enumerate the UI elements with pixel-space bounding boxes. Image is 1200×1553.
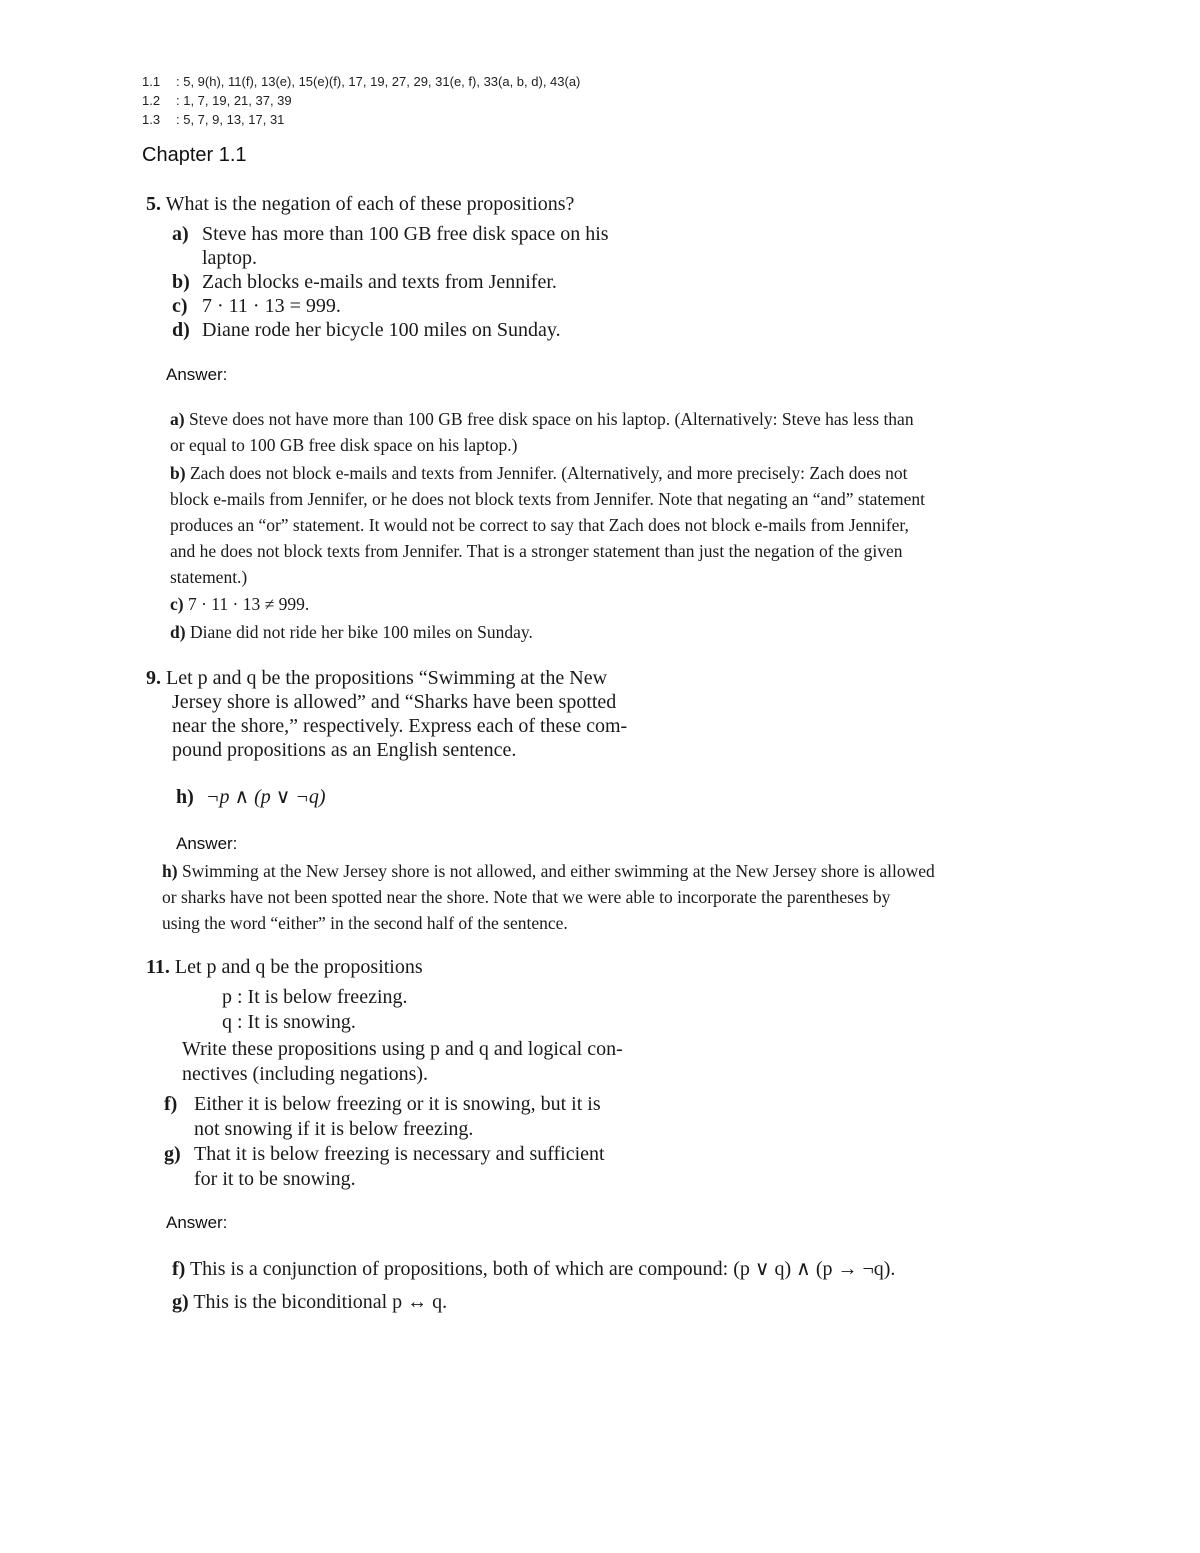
answer-item-label: f) bbox=[172, 1258, 186, 1280]
answer-label: Answer: bbox=[176, 834, 238, 853]
assignment-problems: : 5, 9(h), 11(f), 13(e), 15(e)(f), 17, 19, 27, 29, 31(e, f), 33(a, b, d), 43(a) bbox=[176, 74, 581, 89]
answer-text: 7 · 11 · 13 ≠ 999. bbox=[187, 594, 310, 614]
answer-5-a-cont: or equal to 100 GB free disk space on his laptop.) bbox=[170, 435, 518, 455]
item-label: h) bbox=[176, 786, 194, 808]
answer-11-g bbox=[172, 1286, 447, 1318]
item-text: Zach blocks e-mails and texts from Jennifer. bbox=[202, 271, 557, 293]
answer-5-a bbox=[170, 406, 914, 433]
item-label: g) bbox=[164, 1143, 181, 1165]
answer-9-h-cont: using the word “either” in the second half of the sentence. bbox=[162, 913, 568, 933]
answer-text: This is a conjunction of propositions, both of which are compound: (p ∨ q) ∧ (p → ¬q). bbox=[189, 1258, 896, 1280]
question-11-instruction: Write these propositions using p and q and logical con- bbox=[182, 1038, 623, 1060]
question-9-item-h bbox=[176, 785, 326, 809]
question-5-item-a-cont: laptop. bbox=[202, 247, 257, 269]
answer-5-b-cont: statement.) bbox=[170, 567, 248, 587]
question-11-instruction-cont: nectives (including negations). bbox=[182, 1063, 429, 1085]
answer-5-b-cont: block e-mails from Jennifer, or he does not block texts from Jennifer. Note that negating an “and” statement bbox=[170, 489, 925, 509]
item-label: a) bbox=[172, 223, 189, 245]
answer-item-label: h) bbox=[162, 861, 178, 881]
item-label: f) bbox=[164, 1093, 178, 1115]
assignment-section: 1.2 bbox=[142, 93, 161, 108]
item-text: 7 · 11 · 13 = 999. bbox=[202, 295, 341, 317]
question-11-prompt bbox=[146, 955, 423, 979]
assignment-line bbox=[142, 93, 292, 108]
answer-text: Steve does not have more than 100 GB free disk space on his laptop. (Alternatively: Steve has less than bbox=[188, 409, 914, 429]
answer-text: Swimming at the New Jersey shore is not allowed, and either swimming at the New Jersey shore is allowed bbox=[181, 861, 935, 881]
answer-label: Answer: bbox=[166, 1213, 228, 1232]
question-5-item-b bbox=[172, 270, 557, 294]
question-9-prompt-cont: pound propositions as an English sentence. bbox=[172, 739, 517, 761]
question-9-prompt-cont: near the shore,” respectively. Express each of these com- bbox=[172, 715, 628, 737]
item-label: d) bbox=[172, 319, 190, 341]
answer-item-label: b) bbox=[170, 463, 186, 483]
answer-9-h bbox=[162, 858, 935, 885]
question-text: Let p and q be the propositions “Swimming at the New bbox=[166, 667, 608, 689]
question-text: Let p and q be the propositions bbox=[174, 956, 423, 978]
item-text: Steve has more than 100 GB free disk space on his bbox=[202, 223, 609, 245]
question-number: 5. bbox=[146, 193, 161, 215]
answer-5-b-cont: produces an “or” statement. It would not be correct to say that Zach does not block e-mails from Jennifer, bbox=[170, 515, 909, 535]
question-11-def-p: p : It is below freezing. bbox=[222, 986, 408, 1008]
question-11-def-q: q : It is snowing. bbox=[222, 1011, 356, 1033]
answer-label: Answer: bbox=[166, 365, 228, 384]
answer-5-b bbox=[170, 460, 908, 487]
assignment-section: 1.1 bbox=[142, 74, 161, 89]
answer-item-label: c) bbox=[170, 594, 184, 614]
item-text: Either it is below freezing or it is snowing, but it is bbox=[194, 1093, 601, 1115]
question-5-item-a bbox=[172, 222, 609, 246]
chapter-title: Chapter 1.1 bbox=[142, 144, 247, 166]
answer-text: Diane did not ride her bike 100 miles on Sunday. bbox=[189, 622, 533, 642]
question-9-prompt bbox=[146, 666, 607, 690]
answer-5-b-cont: and he does not block texts from Jennifer. That is a stronger statement than just the negation of the given bbox=[170, 541, 903, 561]
question-11-item-f bbox=[164, 1092, 601, 1116]
item-label: b) bbox=[172, 271, 190, 293]
answer-text: This is the biconditional p ↔ q. bbox=[193, 1291, 448, 1313]
item-text: That it is below freezing is necessary and sufficient bbox=[194, 1143, 605, 1165]
answer-text: Zach does not block e-mails and texts from Jennifer. (Alternatively, and more precisely: Zach does not bbox=[189, 463, 908, 483]
question-11-item-g bbox=[164, 1142, 605, 1166]
assignment-line bbox=[142, 74, 580, 89]
answer-5-c bbox=[170, 591, 309, 618]
answer-5-d bbox=[170, 619, 533, 646]
question-5-item-d bbox=[172, 318, 561, 342]
assignment-section: 1.3 bbox=[142, 112, 161, 127]
assignment-problems: : 5, 7, 9, 13, 17, 31 bbox=[176, 112, 285, 127]
question-text: What is the negation of each of these propositions? bbox=[165, 193, 575, 215]
assignment-problems: : 1, 7, 19, 21, 37, 39 bbox=[176, 93, 292, 108]
answer-item-label: g) bbox=[172, 1291, 189, 1313]
question-number: 9. bbox=[146, 667, 161, 689]
answer-item-label: a) bbox=[170, 409, 185, 429]
question-9-prompt-cont: Jersey shore is allowed” and “Sharks have been spotted bbox=[172, 691, 617, 713]
item-formula: ¬p ∧ (p ∨ ¬q) bbox=[206, 786, 326, 808]
question-11-item-g-cont: for it to be snowing. bbox=[194, 1168, 356, 1190]
answer-9-h-cont: or sharks have not been spotted near the shore. Note that we were able to incorporate the parentheses by bbox=[162, 887, 891, 907]
answer-11-f bbox=[172, 1253, 895, 1285]
question-5-prompt bbox=[146, 192, 574, 216]
question-11-item-f-cont: not snowing if it is below freezing. bbox=[194, 1118, 474, 1140]
item-text: Diane rode her bicycle 100 miles on Sunday. bbox=[202, 319, 561, 341]
question-number: 11. bbox=[146, 956, 170, 978]
item-label: c) bbox=[172, 295, 188, 317]
answer-item-label: d) bbox=[170, 622, 186, 642]
question-5-item-c bbox=[172, 294, 341, 318]
assignment-line bbox=[142, 112, 284, 127]
